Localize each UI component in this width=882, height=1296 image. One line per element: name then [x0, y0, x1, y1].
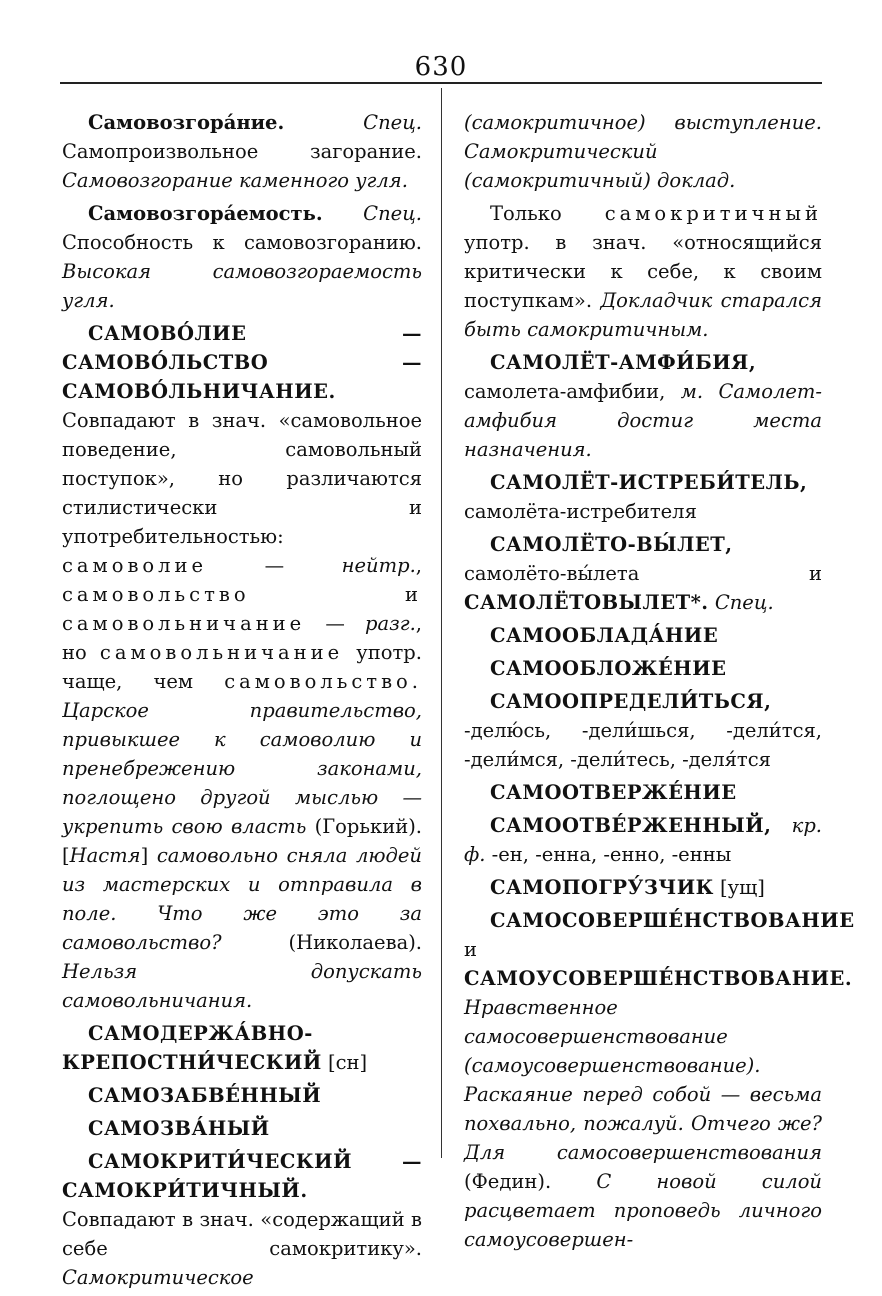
entry-definition: употр. в знач. «относящийся критически к себе, к своим поступкам».: [464, 231, 822, 312]
entry-example: Самовозгорание каменного угля.: [62, 169, 408, 192]
entry-samoderzhavno: [62, 1019, 422, 1077]
entry-headword: САМОДЕРЖА́ВНО-КРЕПОСТНИ́ЧЕСКИЙ: [62, 1022, 322, 1074]
entry-samokriticheskii: [62, 1147, 422, 1292]
entry-example: (самокритичное) выступление. Самокритический (самокритичный) доклад.: [464, 111, 822, 192]
entry-headword-variant: САМОУСОВЕРШЕ́НСТВОВАНИЕ.: [464, 967, 853, 990]
entry-headword: САМОВО́ЛИЕ — САМОВО́ЛЬСТВО — САМОВО́ЛЬНИЧАНИЕ.: [62, 322, 422, 403]
entry-headword: САМОПОГРУ́ЗЧИК: [490, 876, 714, 899]
entry-headword: САМООТВЕ́РЖЕННЫЙ,: [490, 814, 772, 837]
usage-label: Спец.: [714, 591, 774, 614]
entry-headword: Самовозгора́ние.: [88, 111, 285, 134]
entry-example: Самокритическое: [62, 1266, 254, 1289]
entry-example: Докладчик старался быть самокритичным.: [464, 289, 822, 341]
entry-samoleto-vylet: [464, 530, 822, 617]
spaced-word: самоволие: [62, 554, 208, 577]
usage-label: м.: [680, 380, 704, 403]
spaced-word: самовольство.: [224, 670, 422, 693]
entry-samolet-amfibiya: [464, 348, 822, 464]
usage-note-paragraph: [464, 199, 822, 344]
entry-text: употр. чаще, чем: [62, 641, 422, 693]
entry-headword: САМООТВЕРЖЕ́НИЕ: [490, 781, 737, 804]
entry-headword: САМОКРИТИ́ЧЕСКИЙ — САМОКРИ́ТИЧНЫЙ.: [62, 1150, 422, 1202]
entry-text: [703, 380, 718, 403]
entry-text: —: [207, 554, 342, 577]
entry-samootverzhenie: [464, 778, 822, 807]
entry-text: [771, 814, 791, 837]
entry-definition: Самопроизвольное загорание.: [62, 140, 422, 163]
page-number: 630: [414, 52, 468, 82]
entry-example: Царское правительство, привыкшее к самоволию и пренебрежению законами, поглощено другой мыслью — укрепить свою власть: [62, 699, 422, 838]
spaced-word: самовольничание: [99, 641, 344, 664]
entry-definition: Способность к самовозгоранию.: [62, 231, 422, 254]
entry-text: —: [305, 612, 365, 635]
entry-text: (Николаева).: [221, 931, 422, 954]
entry-text: [284, 111, 363, 134]
entry-headword: САМООБЛАДА́НИЕ: [490, 624, 719, 647]
left-column: [62, 108, 422, 1296]
right-column: [464, 108, 855, 1258]
entry-headword-variant: САМОЛЁТОВЫЛЕТ*.: [464, 591, 709, 614]
entry-text: [323, 202, 364, 225]
entry-example: Высокая самовозгораемость угля.: [62, 260, 422, 312]
entry-text: самолёто-вы́лета и: [464, 562, 822, 585]
usage-label: кр. ф.: [464, 814, 822, 866]
entry-headword: САМОЛЁТО-ВЫ́ЛЕТ,: [490, 533, 733, 556]
entry-example: С новой силой расцветает проповедь личного самоусовершен-: [464, 1170, 822, 1251]
entry-text: ,: [415, 554, 422, 577]
entry-example: Настя: [69, 844, 141, 867]
entry-example: Нельзя допускать самовольничания.: [62, 960, 422, 1012]
entry-text: (Горький). [: [62, 815, 423, 867]
entry-text: ]: [140, 844, 157, 867]
entry-text: Только: [490, 202, 605, 225]
entry-headword: САМОЛЁТ-ИСТРЕБИ́ТЕЛЬ,: [490, 471, 808, 494]
entry-continuation: [464, 108, 822, 195]
pronunciation-note: [ущ]: [713, 876, 765, 899]
entry-headword: САМОЗАБВЕ́ННЫЙ: [88, 1084, 322, 1107]
entry-example: Нравственное самосовершенствование (самоусовершенствование). Раскаяние перед собой — весьма похвально, пожалуй. Отчего же? Для самосовершенствования: [464, 996, 822, 1164]
entry-inflection: самолёта-истребителя: [464, 500, 697, 523]
entry-samovozgoraemost: [62, 199, 422, 315]
spaced-word: самовольство и самовольничание: [62, 583, 422, 635]
header-rule: [60, 82, 822, 84]
usage-label: разг.: [364, 612, 416, 635]
entry-example: самовольно сняла людей из мастерских и отправила в поле. Что же это за самовольство?: [62, 844, 422, 954]
entry-samovozgoranie: [62, 108, 422, 195]
entry-headword: САМОЗВА́НЫЙ: [88, 1117, 270, 1140]
entry-samootverzhennyi: [464, 811, 822, 869]
entry-samovolie: [62, 319, 422, 1015]
entry-text: (Федин).: [464, 1170, 597, 1193]
entry-inflection: -ен, -енна, -енно, -енны: [485, 843, 732, 866]
entry-samopogruzchik: [464, 873, 822, 902]
entry-headword: САМОСОВЕРШЕ́НСТВОВАНИЕ: [490, 909, 855, 932]
pronunciation-note: [сн]: [321, 1051, 368, 1074]
entry-samozabvennyi: [62, 1081, 422, 1110]
usage-label: нейтр.: [341, 554, 416, 577]
entry-samozvanyi: [62, 1114, 422, 1143]
spaced-word: самокритичный: [604, 202, 822, 225]
entry-definition: Совпадают в знач. «самовольное поведение, самовольный поступок», но различаются стилистически и употребительностью:: [62, 409, 422, 548]
entry-samoobolozhenie: [464, 654, 822, 683]
entry-definition: Совпадают в знач. «содержащий в себе самокритику».: [62, 1208, 422, 1260]
entry-headword: САМООПРЕДЕЛИ́ТЬСЯ,: [490, 690, 772, 713]
entry-headword: Самовозгора́емость.: [88, 202, 323, 225]
entry-text: и: [464, 938, 477, 961]
entry-samolet-istrebitel: [464, 468, 822, 526]
usage-label: Спец.: [363, 111, 422, 134]
entry-text: самолета-амфибии,: [464, 380, 681, 403]
entry-samoopredelitsya: [464, 687, 822, 774]
entry-example: Самолет-амфибия достиг места назначения.: [464, 380, 822, 461]
entry-text: , но: [62, 612, 422, 664]
entry-samoobladanie: [464, 621, 822, 650]
entry-samosovershenstvovanie: [464, 906, 855, 1254]
column-divider: [441, 88, 442, 1158]
entry-headword: САМОЛЁТ-АМФИ́БИЯ,: [490, 351, 757, 374]
usage-label: Спец.: [363, 202, 422, 225]
entry-headword: САМООБЛОЖЕ́НИЕ: [490, 657, 727, 680]
entry-inflection: -делю́сь, -дели́шься, -дели́тся, -дели́мся, -дели́тесь, -деля́тся: [464, 719, 822, 771]
